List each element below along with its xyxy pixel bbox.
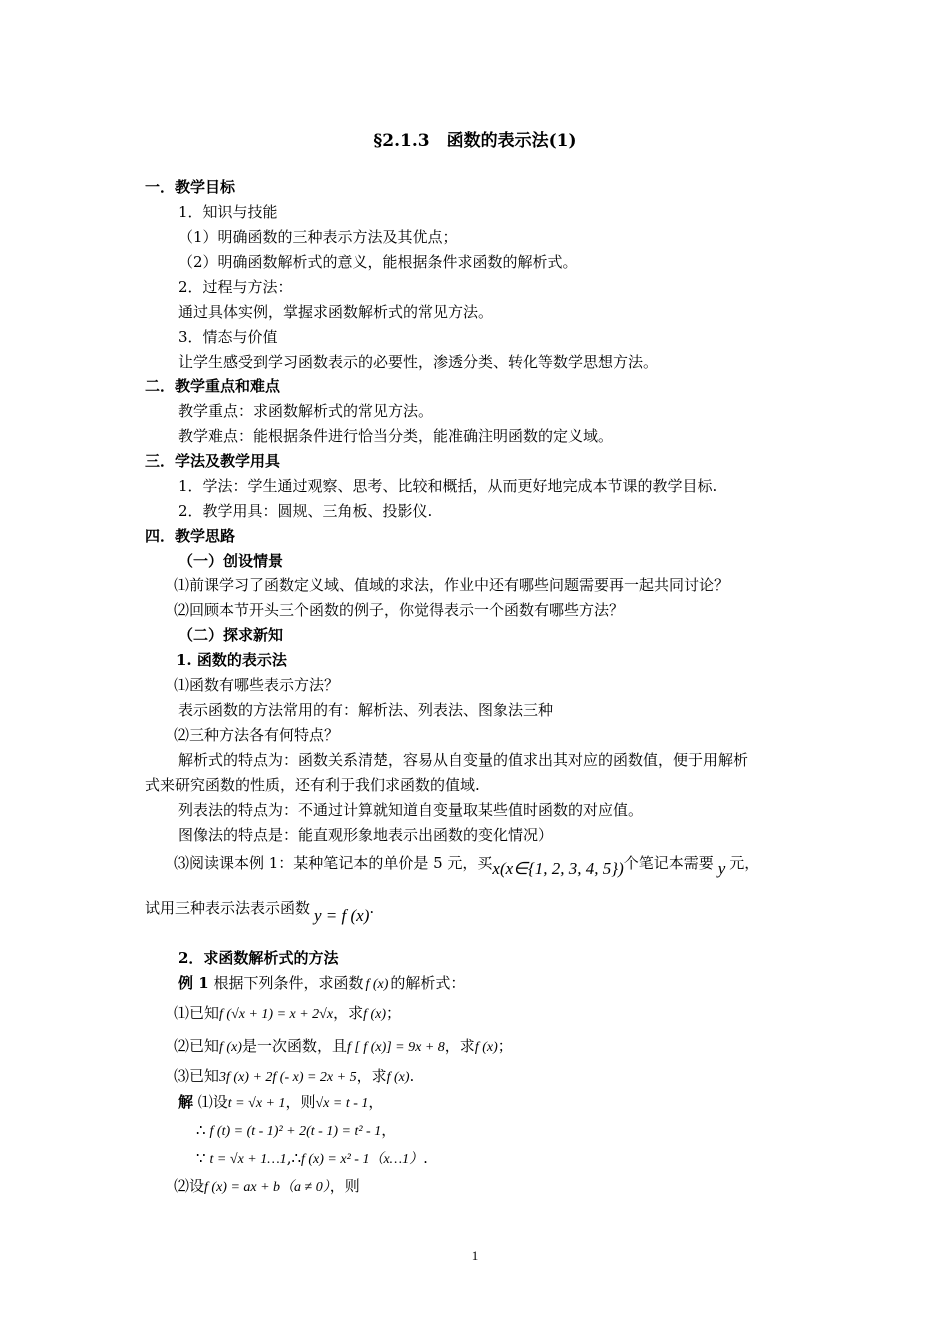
section-heading-3: 三．学法及教学用具 (145, 452, 281, 470)
text: ，则 (285, 1093, 316, 1111)
math-expression: t = √x + 1 (227, 1096, 286, 1111)
math-expression: f (√x + 1) = x + 2√x (219, 1007, 334, 1022)
paragraph: （1）明确函数的三种表示方法及其优点； (178, 228, 458, 246)
text: 是一次函数，且 (241, 1037, 347, 1055)
therefore-symbol: ∴ (196, 1121, 206, 1139)
text: ⑵已知 (174, 1037, 220, 1055)
subsection-heading: （二）探求新知 (178, 626, 284, 644)
math-expression: f (x) = ax + b (204, 1180, 281, 1195)
paragraph: 列表法的特点为：不通过计算就知道自变量取某些值时函数的对应值。 (178, 801, 644, 819)
paragraph: ⑴函数有哪些表示方法？ (174, 676, 340, 694)
paragraph: 通过具体实例，掌握求函数解析式的常见方法。 (178, 303, 494, 321)
solution-line-2 (196, 1120, 396, 1142)
paragraph: 3．情态与价值 (178, 328, 278, 346)
math-expression: √x = t - 1 (315, 1096, 369, 1111)
paragraph: 2．教学用具：圆规、三角板、投影仪. (178, 502, 433, 520)
paragraph: （2）明确函数解析式的意义，能根据条件求函数的解析式。 (178, 253, 578, 271)
math-expression: f (x) (219, 1040, 242, 1055)
paragraph: ⑴前课学习了函数定义域、值域的求法，作业中还有哪些问题需要再一起共同讨论？ (174, 576, 730, 594)
subsection-heading: （一）创设情景 (178, 552, 284, 570)
paragraph: 教学重点：求函数解析式的常见方法。 (178, 402, 434, 420)
paragraph: 式来研究函数的性质，还有利于我们求函数的值域. (145, 776, 480, 794)
text: ； (386, 1004, 402, 1022)
text: 的解析式： (390, 974, 466, 992)
math-variable: y (717, 859, 726, 878)
math-expression: y = f (x) (314, 906, 370, 925)
text: ⑴已知 (174, 1004, 220, 1022)
text: . (409, 1067, 415, 1085)
paragraph: 教学难点：能根据条件进行恰当分类，能准确注明函数的定义域。 (178, 427, 614, 445)
example-item-1 (174, 1003, 401, 1025)
example-label: 例 1 (178, 974, 209, 992)
text: 根据下列条件，求函数 (208, 974, 364, 992)
text: . (423, 1149, 428, 1167)
math-expression: f [ f (x)] = 9x + 8 (346, 1040, 445, 1055)
text: 试用三种表示法表示函数 (145, 899, 311, 917)
text: . (369, 899, 375, 917)
text: ，则 (329, 1177, 360, 1195)
math-expression: t = √x + 1…1 (209, 1152, 287, 1167)
math-expression: f (x) (365, 977, 389, 992)
paragraph: 图像法的特点是：能直观形象地表示出函数的变化情况） (178, 826, 554, 844)
text: 元， (729, 854, 760, 872)
math-expression: x(x∈{1, 2, 3, 4, 5}) (492, 859, 624, 878)
text: ， (368, 1093, 384, 1111)
solution-line-4 (174, 1176, 360, 1198)
paragraph: 表示函数的方法常用的有：解析法、列表法、图象法三种 (178, 701, 554, 719)
math-condition: （x…1） (369, 1152, 424, 1167)
text: ⑶已知 (174, 1067, 220, 1085)
math-expression: f (x) (363, 1007, 387, 1022)
text: ； (497, 1037, 513, 1055)
text: ，求 (333, 1004, 364, 1022)
example-item-2 (174, 1036, 513, 1058)
paragraph: 让学生感受到学习函数表示的必要性，渗透分类、转化等数学思想方法。 (178, 353, 659, 371)
text: ,∴ (286, 1149, 301, 1167)
subsection-heading: 1. 函数的表示法 (176, 651, 287, 669)
example-item-3 (174, 1066, 414, 1088)
text: ，求 (444, 1037, 475, 1055)
page-number: 1 (471, 1248, 479, 1263)
paragraph: ⑵三种方法各有何特点？ (174, 726, 340, 744)
because-symbol: ∵ (196, 1149, 206, 1167)
text: ⑵设 (174, 1177, 205, 1195)
math-condition: （a ≠ 0） (280, 1180, 330, 1195)
section-heading-1: 一．教学目标 (145, 178, 236, 196)
solution-line-1 (178, 1092, 383, 1114)
text: ， (381, 1121, 397, 1139)
paragraph: ⑵回顾本节开头三个函数的例子，你觉得表示一个函数有哪些方法？ (174, 601, 625, 619)
subsection-heading: 2．求函数解析式的方法 (178, 949, 339, 967)
text: 个笔记本需要 (623, 854, 714, 872)
paragraph: 1．知识与技能 (178, 203, 278, 221)
page-title: §2.1.3 函数的表示法(1) (373, 131, 577, 151)
math-expression: f (x) = x² - 1 (301, 1152, 370, 1167)
section-heading-4: 四．教学思路 (145, 527, 236, 545)
paragraph (145, 898, 375, 925)
paragraph-example-text (174, 853, 760, 878)
math-expression: f (x) (474, 1040, 498, 1055)
text: ⑶阅读课本例 1：某种笔记本的单价是 5 元，买 (174, 854, 493, 872)
math-expression: f (x) (386, 1070, 410, 1085)
section-heading-2: 二．教学重点和难点 (145, 377, 281, 395)
example-header (178, 973, 465, 995)
solution-line-3 (196, 1148, 428, 1170)
paragraph: 1．学法：学生通过观察、思考、比较和概括，从而更好地完成本节课的教学目标. (178, 477, 718, 495)
text: ，求 (356, 1067, 387, 1085)
solution-label: 解 (178, 1093, 194, 1111)
math-expression: f (t) = (t - 1)² + 2(t - 1) = t² - 1 (209, 1124, 382, 1139)
paragraph: 2．过程与方法： (178, 278, 293, 296)
text: ⑴设 (193, 1093, 228, 1111)
paragraph: 解析式的特点为：函数关系清楚，容易从自变量的值求出其对应的函数值，便于用解析 (178, 751, 749, 769)
math-expression: 3f (x) + 2f (- x) = 2x + 5 (219, 1070, 357, 1085)
